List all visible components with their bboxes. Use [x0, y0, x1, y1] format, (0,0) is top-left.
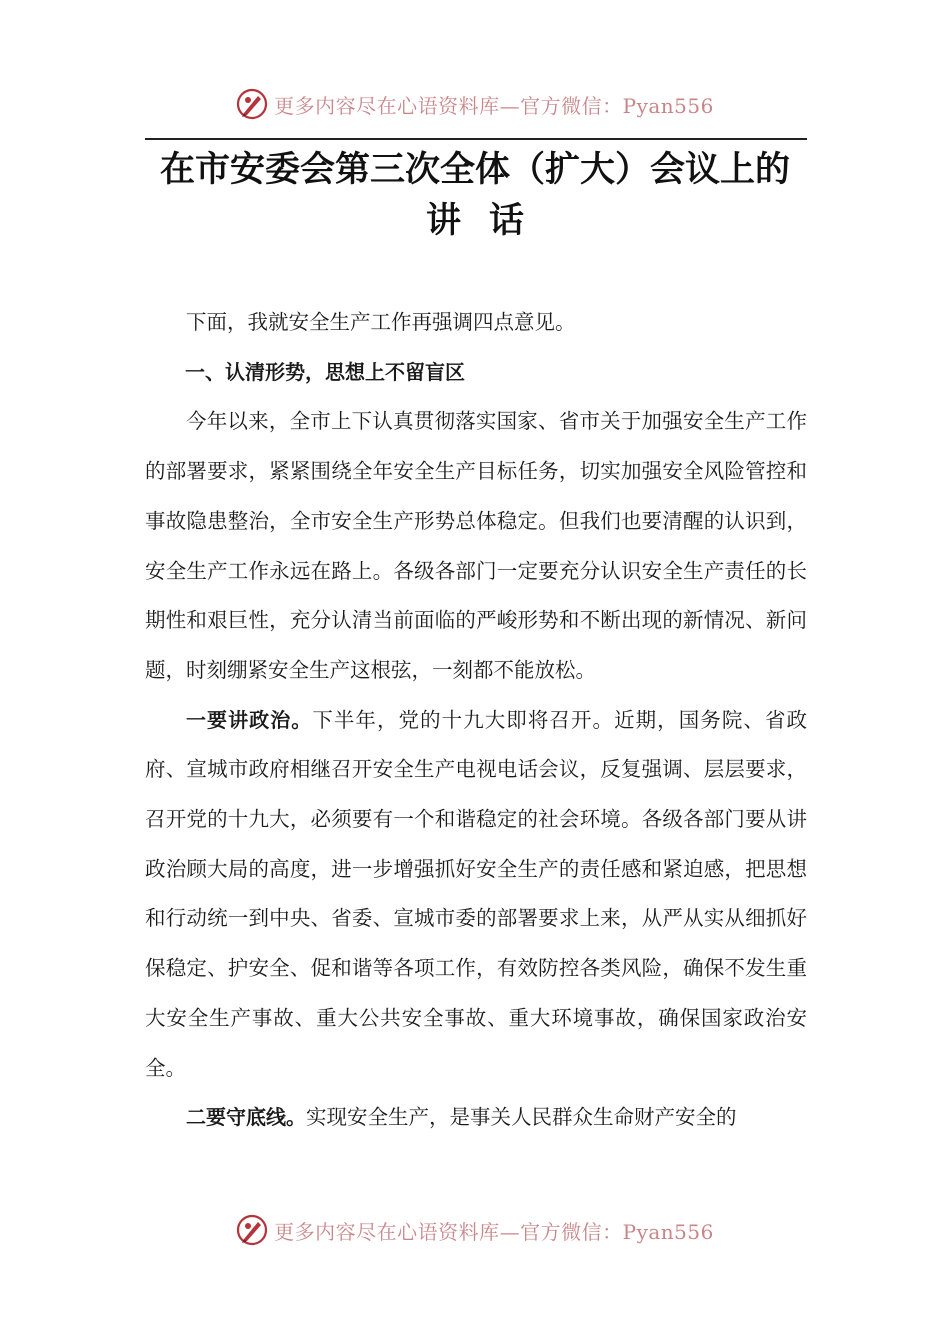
intro-paragraph: 下面，我就安全生产工作再强调四点意见。: [186, 310, 576, 334]
pen-logo-icon: [236, 1214, 268, 1246]
paragraph-point-1: [145, 696, 807, 1094]
paragraph-point-2: [145, 1093, 807, 1143]
header-rule: [145, 138, 807, 140]
point-1-lead: 一要讲政治。: [186, 707, 313, 732]
document-body: [145, 298, 807, 1143]
pen-logo-icon: [236, 88, 268, 120]
watermark-text: 更多内容尽在心语资料库—官方微信：Pyan556: [274, 1219, 714, 1244]
point-1-text: 下半年，党的十九大即将召开。近期，国务院、省政府、宣城市政府相继召开安全生产电视电话会议，反复强调、层层要求，召开党的十九大，必须要有一个和谐稳定的社会环境。各级各部门要从讲政治顾大局的高度，进一步增强抓好安全生产的责任感和紧迫感，把思想和行动统一到中央、省委、宣城市委的部署要求上来，从严从实从细抓好保稳定、护安全、促和谐等各项工作，有效防控各类风险，确保不发生重大安全生产事故、重大公共安全事故、重大环境事故，确保国家政治安全。: [145, 707, 808, 1080]
paragraph-situation: 今年以来，全市上下认真贯彻落实国家、省市关于加强安全生产工作的部署要求，紧紧围绕全年安全生产目标任务，切实加强安全风险管控和事故隐患整治，全市安全生产形势总体稳定。但我们也要清醒的认识到，安全生产工作永远在路上。各级各部门一定要充分认识安全生产责任的长期性和艰巨性，充分认清当前面临的严峻形势和不断出现的新情况、新问题，时刻绷紧安全生产这根弦，一刻都不能放松。: [145, 409, 807, 682]
title-line-1: 在市安委会第三次全体（扩大）会议上的: [159, 149, 790, 190]
document-title: [130, 144, 820, 246]
watermark-text: 更多内容尽在心语资料库—官方微信：Pyan556: [274, 93, 714, 118]
watermark-footer: [0, 1210, 950, 1250]
title-line-2: 讲话: [425, 200, 552, 241]
section-heading-1: 一、认清形势，思想上不留盲区: [185, 359, 465, 384]
point-2-text: 实现安全生产，是事关人民群众生命财产安全的: [306, 1105, 737, 1130]
watermark-header: [0, 84, 950, 124]
point-2-lead: 二要守底线。: [186, 1105, 306, 1130]
